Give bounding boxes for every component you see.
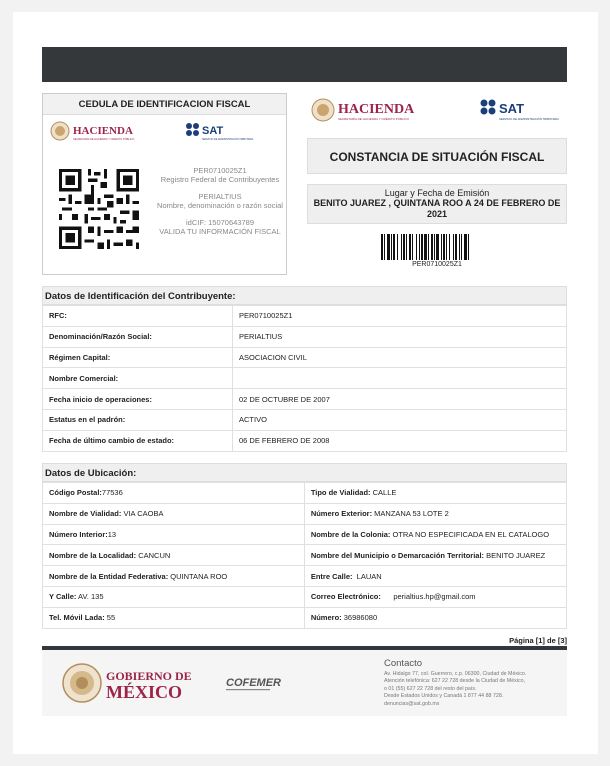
field-value: CALLE	[370, 488, 397, 498]
header-logos	[310, 97, 565, 123]
hacienda-seal-icon	[51, 122, 69, 140]
field-label: Nombre Comercial:	[43, 368, 233, 389]
location-cell	[304, 483, 566, 504]
field-value: OTRA NO ESPECIFICADA EN EL CATALOGO	[390, 529, 550, 539]
cedula-valida: VALIDA TU INFORMACIÓN FISCAL	[159, 227, 281, 236]
location-cell	[304, 503, 566, 524]
location-cell	[43, 586, 305, 607]
gobierno-line2: MÉXICO	[106, 682, 182, 702]
location-cell	[304, 607, 566, 628]
field-value: ACTIVO	[233, 409, 567, 430]
location-cell	[304, 545, 566, 566]
location-cell	[304, 566, 566, 587]
table-row	[43, 306, 567, 327]
field-label: RFC:	[43, 306, 233, 327]
field-label: Fecha inicio de operaciones:	[43, 389, 233, 410]
contacto-line: Atención telefónica: 627 22 728 desde la Ciudad de México,	[384, 678, 526, 685]
field-value: perialtius.hp@gmail.com	[380, 592, 476, 602]
field-value: 55	[104, 613, 116, 623]
identificacion-title: Datos de Identificación del Contribuyente:	[42, 286, 567, 305]
field-label: Nombre de la Entidad Federativa:	[49, 571, 169, 581]
field-label: Número:	[310, 613, 342, 623]
contacto-line: o 01 (55) 627 22 728 del resto del país.	[384, 685, 477, 692]
gobierno-line1: GOBIERNO DE	[106, 669, 192, 683]
location-cell	[304, 586, 566, 607]
contacto-line: Desde Estados Unidos y Canadá 1 877 44 88 728.	[384, 693, 504, 700]
field-value	[233, 368, 567, 389]
gobierno-mexico-logo	[60, 660, 200, 706]
field-label: Nombre de la Localidad:	[49, 550, 137, 560]
contacto-line: Av. Hidalgo 77, col. Guerrero, c.p. 06300, Ciudad de México.	[384, 671, 527, 677]
lugar-value: BENITO JUAREZ , QUINTANA ROO A 24 DE FEBRERO DE 2021	[313, 198, 561, 219]
field-value: 06 DE FEBRERO DE 2008	[233, 430, 567, 451]
field-label: Denominación/Razón Social:	[43, 326, 233, 347]
field-label: Y Calle:	[49, 592, 77, 602]
identificacion-table	[42, 305, 567, 452]
hacienda-logo-text: HACIENDA	[338, 102, 415, 117]
field-label: Fecha de último cambio de estado:	[43, 430, 233, 451]
location-cell	[43, 503, 305, 524]
ubicacion-title: Datos de Ubicación:	[42, 463, 567, 482]
cedula-title: CEDULA DE IDENTIFICACION FISCAL	[43, 94, 286, 115]
table-row	[43, 368, 567, 389]
field-label: Número Exterior:	[310, 509, 373, 519]
barcode-icon	[381, 234, 493, 260]
field-value: 77536	[101, 488, 123, 498]
hacienda-logo-text: HACIENDA	[73, 125, 133, 137]
field-label: Régimen Capital:	[43, 347, 233, 368]
lugar-fecha-box	[307, 184, 567, 224]
barcode-text: PER0710025Z1	[412, 261, 462, 268]
field-value: LAUAN	[352, 571, 382, 581]
qr-code-icon	[59, 169, 139, 249]
cedula-logos	[49, 120, 284, 142]
lugar-label: Lugar y Fecha de Emisión	[384, 188, 490, 198]
cedula-name-label: Nombre, denominación o razón social	[157, 201, 283, 210]
table-row	[43, 389, 567, 410]
table-row	[43, 326, 567, 347]
field-label: Tel. Móvil Lada:	[49, 613, 105, 623]
table-row	[43, 586, 567, 607]
cedula-rfc: PER0710025Z1	[193, 166, 247, 175]
hacienda-logo-sub: SECRETARÍA DE HACIENDA Y CRÉDITO PÚBLICO	[338, 117, 409, 121]
sat-logo-sub: SERVICIO DE ADMINISTRACIÓN TRIBUTARIA	[499, 117, 559, 121]
sat-logo-icon	[186, 123, 199, 136]
field-value: 36986080	[341, 613, 378, 623]
field-value: BENITO JUAREZ	[484, 550, 546, 560]
location-cell	[43, 607, 305, 628]
field-value: PERIALTIUS	[233, 326, 567, 347]
constancia-title: CONSTANCIA DE SITUACIÓN FISCAL	[307, 138, 567, 174]
top-bar	[42, 47, 567, 82]
location-cell	[304, 524, 566, 545]
field-label: Nombre de la Colonia:	[310, 529, 391, 539]
location-cell	[43, 545, 305, 566]
location-cell	[43, 566, 305, 587]
field-label: Número Interior:	[49, 529, 108, 539]
field-value: QUINTANA ROO	[168, 571, 228, 581]
table-row	[43, 607, 567, 628]
table-row	[43, 347, 567, 368]
field-label: Nombre de Vialidad:	[49, 509, 122, 519]
field-value: ASOCIACION CIVIL	[233, 347, 567, 368]
table-row	[43, 409, 567, 430]
cedula-info	[155, 166, 285, 236]
field-value: VIA CAOBA	[121, 509, 164, 519]
field-value: 13	[107, 529, 117, 539]
cedula-card	[42, 93, 287, 275]
mexico-seal-icon	[63, 664, 101, 702]
field-value: PER0710025Z1	[233, 306, 567, 327]
field-value: 02 DE OCTUBRE DE 2007	[233, 389, 567, 410]
hacienda-seal-icon	[312, 99, 334, 121]
sat-logo-text: SAT	[202, 125, 224, 137]
table-row	[43, 524, 567, 545]
cofemer-text: COFEMER	[226, 677, 281, 689]
page-number: Página [1] de [3]	[509, 636, 567, 645]
contacto-title: Contacto	[384, 658, 423, 669]
field-value: MANZANA 53 LOTE 2	[372, 509, 449, 519]
sat-logo-icon	[481, 100, 496, 115]
table-row	[43, 566, 567, 587]
cofemer-logo	[224, 672, 281, 694]
table-row	[43, 430, 567, 451]
cedula-idcif: idCIF: 15070643789	[186, 218, 254, 227]
field-value: AV. 135	[76, 592, 104, 602]
contacto-lines	[384, 671, 564, 708]
field-label: Tipo de Vialidad:	[310, 488, 371, 498]
location-cell	[43, 483, 305, 504]
field-label: Estatus en el padrón:	[43, 409, 233, 430]
field-label: Código Postal:	[49, 488, 102, 498]
footer	[42, 650, 567, 716]
field-value: CANCUN	[136, 550, 171, 560]
field-label: Correo Electrónico:	[310, 592, 381, 602]
cedula-rfc-label: Registro Federal de Contribuyentes	[160, 175, 280, 184]
ubicacion-table	[42, 482, 567, 629]
location-cell	[43, 524, 305, 545]
sat-logo-sub: SERVICIO DE ADMINISTRACIÓN TRIBUTARIA	[202, 138, 254, 141]
field-label: Entre Calle:	[310, 571, 353, 581]
contacto-line: denuncias@sat.gob.mx	[384, 700, 440, 707]
table-row	[43, 545, 567, 566]
cedula-name: PERIALTIUS	[198, 192, 242, 201]
field-label: Nombre del Municipio o Demarcación Territorial:	[310, 550, 485, 560]
hacienda-logo-sub: SECRETARÍA DE HACIENDA Y CRÉDITO PÚBLICO	[73, 138, 135, 141]
table-row	[43, 483, 567, 504]
sat-logo-text: SAT	[499, 101, 525, 116]
table-row	[43, 503, 567, 524]
